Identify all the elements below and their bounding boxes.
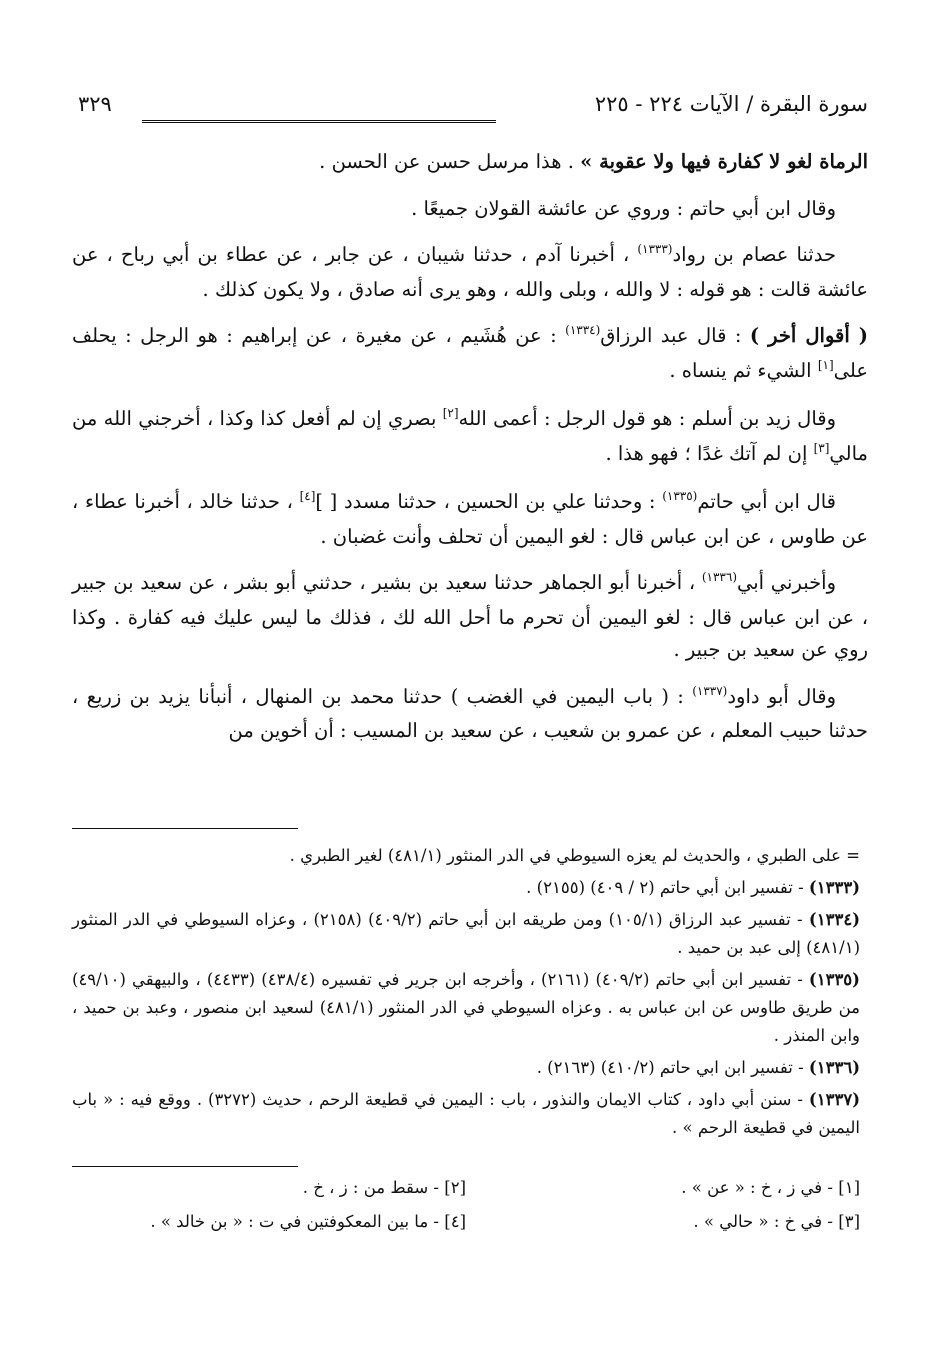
variant-note-4: [٤] - ما بين المعكوفتين في ت : « بن خالد » .: [150, 1212, 466, 1231]
footnote-1337: [72, 1086, 860, 1142]
paragraph-text: قال ابن أبي حاتم: [697, 490, 836, 513]
paragraph-2: [72, 193, 868, 226]
hadith-quote: الرماة لغو لا كفارة فيها ولا عقوبة »: [580, 150, 868, 173]
footnote-ref[interactable]: (١٣٣٧): [692, 683, 728, 698]
paragraph-text: . هذا مرسل حسن عن الحسن .: [319, 150, 581, 173]
section-heading: ( أقوال أخر ): [749, 324, 869, 347]
paragraph-7: [72, 567, 868, 667]
paragraph-1: [72, 146, 868, 179]
running-header: [72, 92, 868, 122]
footnote-number: (١٣٣٥): [808, 970, 860, 989]
footnote-number: (١٣٣٦): [808, 1058, 860, 1077]
variant-ref[interactable]: [٤]: [299, 489, 316, 503]
paragraph-text: ، أخبرنا آدم ، حدثنا شيبان ، عن جابر ، عن عطاء بن أبي رباح ، عن عائشة قالت : هو قوله : لا والله ، وبلى والله ، وهو يرى أنه صادق ، ولا يكون كذلك .: [72, 243, 868, 301]
paragraph-text: ، حدثنا خالد ، أخبرنا عطاء ، عن طاوس ، عن ابن عباس قال : لغو اليمين أن تحلف وأنت غضبان .: [72, 490, 868, 548]
book-page: [72, 80, 868, 1300]
paragraph-text: وقال زيد بن أسلم : هو قول الرجل : أعمى الله: [458, 407, 836, 430]
paragraph-text: : ( باب اليمين في الغضب ) حدثنا محمد بن المنهال ، أنبأنا يزيد بن زريع ، حدثنا حبيب المعلم ، عن عمرو بن شعيب ، عن سعيد بن المسيب : أن أخوين من: [72, 684, 868, 742]
variant-ref[interactable]: [٣]: [813, 440, 830, 455]
footnote-text: - سنن أبي داود ، كتاب الايمان والنذور ، باب : اليمين في قطيعة الرحم ، حديث (٣٢٧٢) . ووقع فيه : « باب اليمين في قطيعة الرحم » .: [72, 1090, 860, 1137]
paragraph-8: [72, 681, 868, 748]
paragraph-text: ، أخبرنا أبو الجماهر حدثنا سعيد بن بشير ، حدثني أبو بشر ، عن سعيد بن جبير ، عن ابن عباس قال : لغو اليمين أن تحرم ما أحل الله لك ، فذلك ما ليس عليك فيه كفارة . وكذا روي عن سعيد بن جبير .: [72, 571, 868, 661]
paragraph-text: وقال أبو داود: [727, 684, 836, 708]
main-text: [72, 146, 868, 762]
footnote-text: - تفسير ابن أبي حاتم (٢ / ٤٠٩) (٢١٥٥) .: [526, 878, 809, 897]
paragraph-text: وأخبرني أبي: [737, 571, 836, 594]
footnote-1336: [72, 1054, 860, 1082]
variants-separator: [72, 1166, 298, 1167]
footnote-text: - تفسير ابن ابي حاتم (٤١٠/٢) (٢١٦٣) .: [536, 1058, 809, 1077]
footnote-text: = على الطبري ، والحديث لم يعزه السيوطي في الدر المنثور (٤٨١/١) لغير الطبري .: [289, 846, 860, 865]
paragraph-text: وقال ابن أبي حاتم : وروي عن عائشة القولان جميعًا .: [411, 196, 836, 220]
paragraph-text: : وحدثنا علي بن الحسين ، حدثنا مسدد [ ]: [315, 490, 663, 513]
paragraph-text: : عن هُشَيم ، عن مغيرة ، عن إبراهيم : هو الرجل : يحلف على: [72, 324, 868, 382]
header-rule: [142, 120, 496, 123]
footnote-1335: [72, 966, 860, 1050]
footnotes: [72, 842, 860, 1146]
footnote-ref[interactable]: (١٣٣٦): [701, 570, 737, 584]
footnote-number: (١٣٣٧): [808, 1090, 860, 1109]
footnote-number: (١٣٣٣): [808, 878, 860, 897]
variant-note-3: [٣] - في خ : « حالي » .: [693, 1212, 860, 1231]
variant-note-2: [٢] - سقط من : ز ، خ .: [302, 1178, 466, 1197]
paragraph-5: [72, 403, 868, 472]
paragraph-text: بصري إن لم أفعل كذا وكذا ، أخرجني الله من مالي: [72, 407, 868, 465]
variant-ref[interactable]: [٢]: [442, 406, 459, 420]
footnote-separator: [72, 828, 298, 829]
footnote-1334: [72, 906, 860, 962]
footnote-ref[interactable]: (١٣٣٣): [637, 242, 673, 256]
variant-note-1: [١] - في ز ، خ : « عن » .: [681, 1178, 860, 1197]
paragraph-text: حدثنا عصام بن رواد: [672, 243, 836, 266]
paragraph-6: [72, 486, 868, 553]
footnote-text: - تفسير عبد الرزاق (١٠٥/١) ومن طريقه ابن أبي حاتم (٤٠٩/٢) (٢١٥٨) ، وعزاه السيوطي في الدر المنثور (٤٨١/١) إلى عبد بن حميد .: [72, 910, 860, 957]
footnote-number: (١٣٣٤): [808, 910, 860, 929]
footnote-1333: [72, 874, 860, 902]
variant-ref[interactable]: [١]: [817, 357, 834, 372]
manuscript-variants: [72, 1178, 860, 1246]
footnote-continuation: [72, 842, 860, 870]
paragraph-text: : قال عبد الرزاق: [600, 324, 750, 347]
paragraph-text: الشيء ثم ينساه .: [669, 358, 818, 382]
footnote-text: - تفسير ابن أبي حاتم (٤٠٩/٢) (٢١٦١) ، وأخرجه ابن جرير في تفسيره (٤٣٨/٤) (٤٤٣٣) ، والبيهقي (٤٩/١٠) من طريق طاوس عن ابن عباس به . وعزاه السيوطي في الدر المنثور (٤٨١/١) لسعيد ابن منصور ، وعبد بن حميد ، وابن المنذر .: [72, 970, 861, 1045]
paragraph-4: [72, 320, 868, 389]
footnote-ref[interactable]: (١٣٣٤): [565, 323, 601, 337]
paragraph-text: إن لم آتك غدًا ؛ فهو هذا .: [605, 441, 814, 465]
paragraph-3: [72, 239, 868, 306]
page-number: ٣٢٩: [78, 92, 112, 116]
footnote-ref[interactable]: (١٣٣٥): [662, 489, 698, 503]
header-title: سورة البقرة / الآيات ٢٢٤ - ٢٢٥: [594, 92, 868, 116]
